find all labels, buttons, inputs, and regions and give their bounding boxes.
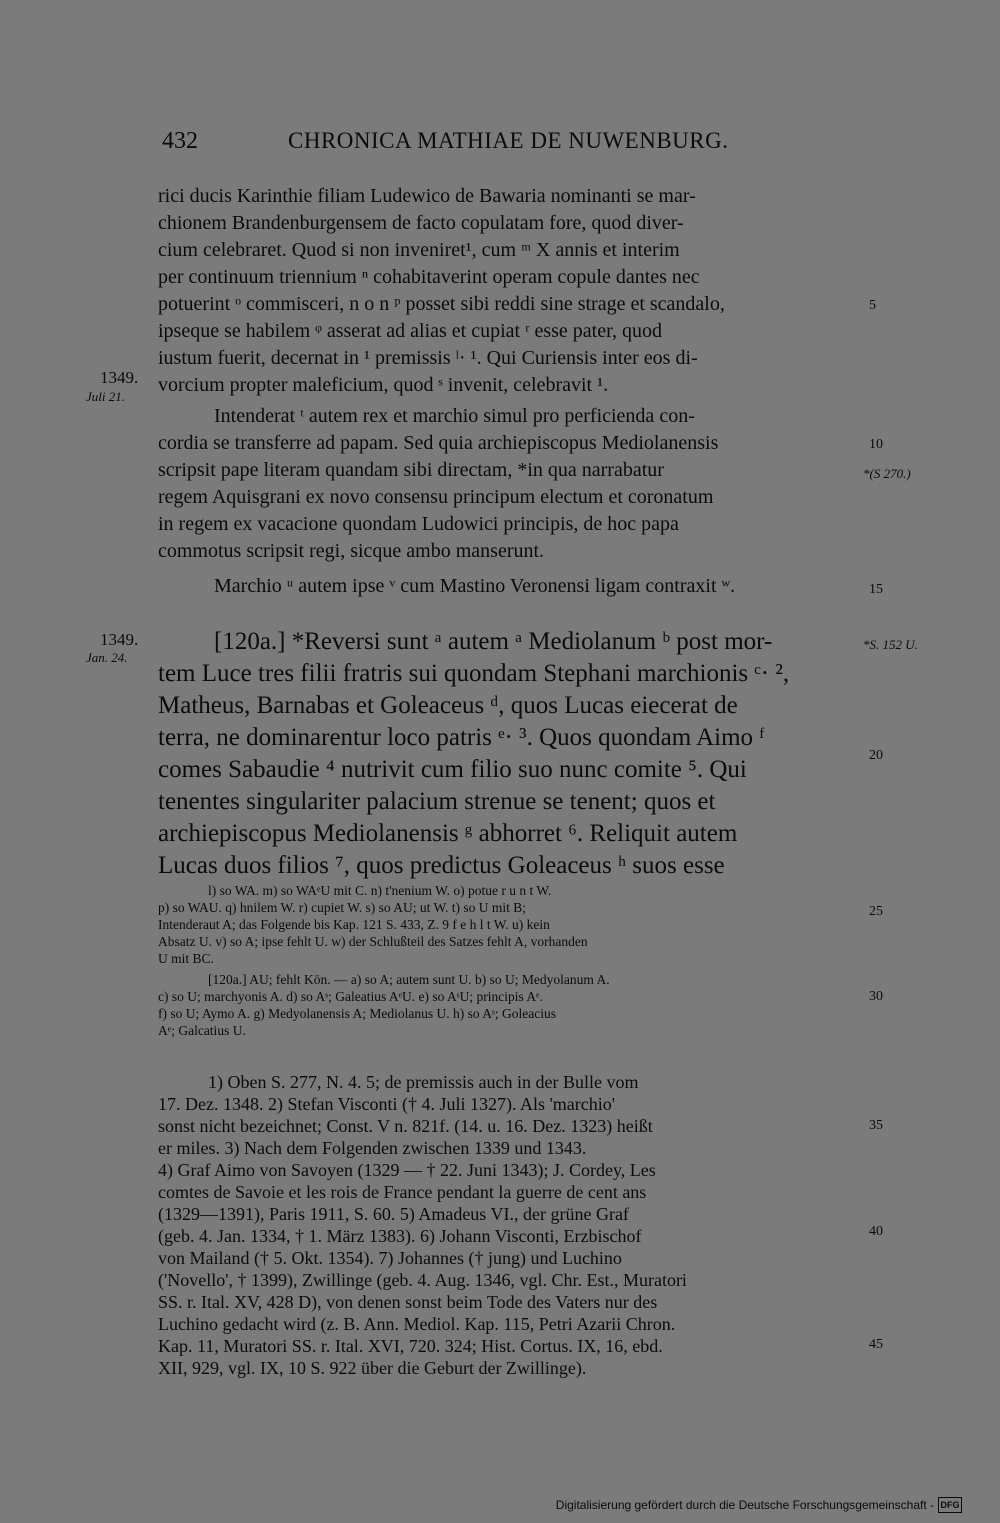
- text-line: ipseque se habilem ᵠ asserat ad alias et cupiat ʳ esse pater, quod: [158, 320, 662, 342]
- apparatus-line: U mit BC.: [158, 951, 214, 966]
- note-line: (1329—1391), Paris 1911, S. 60. 5) Amadeus VI., der grüne Graf: [158, 1204, 629, 1224]
- line-number: 5: [869, 298, 876, 313]
- text-line: terra, ne dominarentur loco patris ᵉ· ³. Quos quondam Aimo ᶠ: [158, 724, 765, 751]
- note-line: comtes de Savoie et les rois de France pendant la guerre de cent ans: [158, 1182, 647, 1202]
- note-line: ('Novello', † 1399), Zwillinge (geb. 4. Aug. 1346, vgl. Chr. Est., Muratori: [158, 1270, 687, 1290]
- text-line: tenentes singulariter palacium strenue se tenent; quos et: [158, 788, 716, 815]
- margin-year: 1349.: [100, 630, 139, 649]
- text-line: potuerint ᵒ commisceri, n o n ᵖ posset sibi reddi sine strage et scandalo,: [158, 293, 725, 315]
- text-line: commotus scripsit regi, sicque ambo manserunt.: [158, 540, 545, 562]
- text-line: Lucas duos filios ⁷, quos predictus Goleaceus ʰ suos esse: [158, 852, 725, 879]
- text-line: [120a.] *Reversi sunt ᵃ autem ᵃ Mediolanum ᵇ post mor-: [214, 628, 773, 655]
- note-line: 17. Dez. 1348. 2) Stefan Visconti († 4. Juli 1327). Als 'marchio': [158, 1094, 616, 1114]
- dfg-logo: DFG: [938, 1497, 962, 1513]
- text-line: regem Aquisgrani ex novo consensu principum electum et coronatum: [158, 486, 714, 508]
- text-line: comes Sabaudie ⁴ nutrivit cum filio suo nunc comite ⁵. Qui: [158, 756, 747, 783]
- note-line: sonst nicht bezeichnet; Const. V n. 821f. (14. u. 16. Dez. 1323) heißt: [158, 1116, 653, 1136]
- apparatus-line: Aᵉ; Galcatius U.: [158, 1023, 246, 1038]
- line-number: 45: [869, 1337, 883, 1352]
- apparatus-line: p) so WAU. q) hnilem W. r) cupiet W. s) so AU; ut W. t) so U mit B;: [158, 900, 527, 915]
- line-number: 25: [869, 904, 883, 919]
- margin-page-ref: *S. 152 U.: [863, 637, 918, 652]
- text-line: per continuum triennium ⁿ cohabitaverint operam copule dantes nec: [158, 266, 700, 288]
- page-number: 432: [162, 128, 198, 154]
- note-line: von Mailand († 5. Okt. 1354). 7) Johannes († jung) und Luchino: [158, 1248, 622, 1268]
- text-line: chionem Brandenburgensem de facto copulatam fore, quod diver-: [158, 212, 684, 234]
- note-line: SS. r. Ital. XV, 428 D), von denen sonst beim Tode des Vaters nur des: [158, 1292, 658, 1312]
- text-line: vorcium propter maleficium, quod ˢ invenit, celebravit ¹.: [158, 374, 609, 396]
- text-line: Matheus, Barnabas et Goleaceus ᵈ, quos Lucas eiecerat de: [158, 692, 738, 719]
- funding-credit: [556, 1497, 962, 1513]
- note-line: 4) Graf Aimo von Savoyen (1329 — † 22. Juni 1343); J. Cordey, Les: [158, 1160, 656, 1180]
- text-line: archiepiscopus Mediolanensis ᵍ abhorret ⁶. Reliquit autem: [158, 820, 738, 847]
- text-line: cium celebraret. Quod si non inveniret¹, cum ᵐ X annis et interim: [158, 239, 680, 261]
- note-line: Luchino gedacht wird (z. B. Ann. Mediol. Kap. 115, Petri Azarii Chron.: [158, 1314, 676, 1334]
- line-number: 40: [869, 1224, 883, 1239]
- text-line: in regem ex vacacione quondam Ludowici principis, de hoc papa: [158, 513, 679, 535]
- line-number: 15: [869, 582, 883, 597]
- note-line: XII, 929, vgl. IX, 10 S. 922 über die Geburt der Zwillinge).: [158, 1358, 587, 1378]
- running-title: CHRONICA MATHIAE DE NUWENBURG.: [288, 128, 729, 153]
- apparatus-line: Intenderaut A; das Folgende bis Kap. 121 S. 433, Z. 9 f e h l t W. u) kein: [158, 917, 550, 932]
- apparatus-line: [120a.] AU; fehlt Kön. — a) so A; autem sunt U. b) so U; Medyolanum A.: [208, 972, 610, 987]
- text-line: cordia se transferre ad papam. Sed quia archiepiscopus Mediolanensis: [158, 432, 719, 454]
- margin-date: Jan. 24.: [86, 650, 128, 665]
- note-line: Kap. 11, Muratori SS. r. Ital. XVI, 720. 324; Hist. Cortus. IX, 16, ebd.: [158, 1336, 663, 1356]
- note-line: er miles. 3) Nach dem Folgenden zwischen 1339 und 1343.: [158, 1138, 587, 1158]
- line-number: 35: [869, 1118, 883, 1133]
- margin-date: Juli 21.: [86, 389, 125, 404]
- apparatus-line: f) so U; Aymo A. g) Medyolanensis A; Mediolanus U. h) so Aˢ; Goleacius: [158, 1006, 556, 1021]
- margin-year: 1349.: [100, 368, 139, 387]
- apparatus-line: l) so WA. m) so WAᵉU mit C. n) t'nenium W. o) potue r u n t W.: [208, 883, 552, 898]
- text-line: Marchio ᵘ autem ipse ᵛ cum Mastino Veronensi ligam contraxit ʷ.: [214, 575, 736, 597]
- text-line: scripsit pape literam quandam sibi directam, *in qua narrabatur: [158, 459, 664, 481]
- apparatus-line: c) so U; marchyonis A. d) so Aˢ; Galeatius AᵉU. e) so AˢU; principis Aᵉ.: [158, 989, 543, 1004]
- note-line: 1) Oben S. 277, N. 4. 5; de premissis auch in der Bulle vom: [208, 1072, 639, 1092]
- text-line: Intenderat ᵗ autem rex et marchio simul pro perficienda con-: [214, 405, 695, 427]
- credit-text: Digitalisierung gefördert durch die Deutsche Forschungsgemeinschaft -: [555, 1498, 934, 1512]
- text-line: rici ducis Karinthie filiam Ludewico de Bawaria nominanti se mar-: [158, 185, 696, 207]
- text-line: tem Luce tres filii fratris sui quondam Stephani marchionis ᶜ· ²,: [158, 660, 790, 687]
- text-line: iustum fuerit, decernat in ¹ premissis ˡ· ¹. Qui Curiensis inter eos di-: [158, 347, 698, 369]
- line-number: 10: [869, 437, 883, 452]
- margin-page-ref: *(S 270.): [863, 466, 911, 481]
- apparatus-line: Absatz U. v) so A; ipse fehlt U. w) der Schlußteil des Satzes fehlt A, vorhanden: [158, 934, 588, 949]
- line-number: 30: [869, 989, 883, 1004]
- line-number: 20: [869, 748, 883, 763]
- note-line: (geb. 4. Jan. 1334, † 1. März 1383). 6) Johann Visconti, Erzbischof: [158, 1226, 642, 1246]
